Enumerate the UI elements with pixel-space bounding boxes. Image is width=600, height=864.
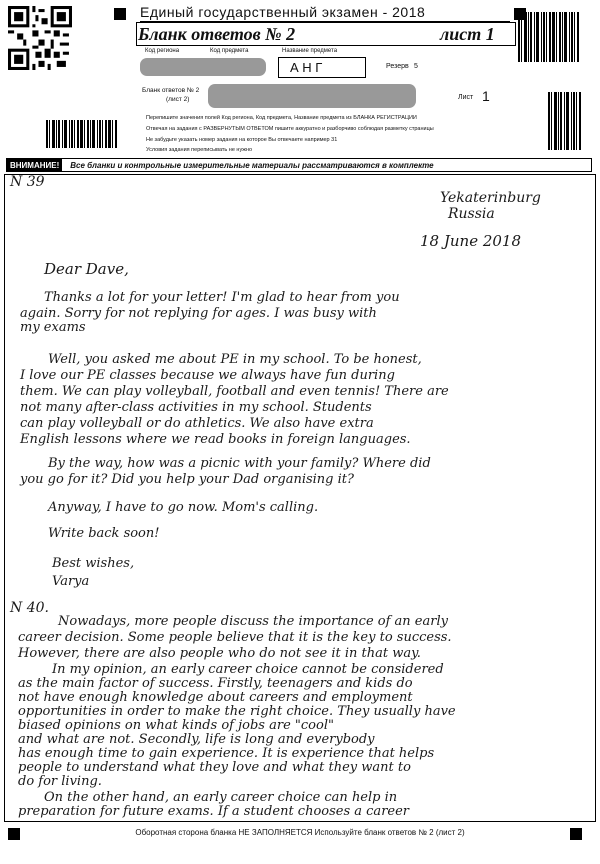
sheet-label: лист 1 bbox=[440, 24, 495, 44]
reserve-value: 5 bbox=[414, 63, 418, 70]
essay-line: preparation for future exams. If a student chooses a career bbox=[18, 804, 410, 819]
answer-form-label: Бланк ответов № 2 bbox=[142, 87, 200, 94]
qr-code-icon bbox=[8, 6, 72, 70]
registration-mark bbox=[114, 8, 126, 20]
subject-code-label: Код предмета bbox=[210, 48, 249, 54]
warning-text: Все бланки и контрольные измерительные материалы рассматриваются в комплекте bbox=[70, 160, 434, 170]
warning-bar bbox=[6, 158, 592, 172]
letter-line: you go for it? Did you help your Dad organising it? bbox=[20, 472, 354, 487]
letter-city: Yekaterinburg bbox=[440, 190, 541, 206]
redacted-region-code bbox=[140, 58, 266, 76]
letter-country: Russia bbox=[448, 206, 495, 222]
letter-line: Thanks a lot for your letter! I'm glad to hear from you bbox=[44, 290, 400, 305]
essay-line: opportunities in order to make the right choice. They usually have bbox=[18, 704, 456, 719]
letter-line: By the way, how was a picnic with your family? Where did bbox=[48, 456, 431, 471]
letter-greeting: Dear Dave, bbox=[44, 260, 129, 278]
registration-mark bbox=[570, 828, 582, 840]
footer-note: Оборотная сторона бланка НЕ ЗАПОЛНЯЕТСЯ Используйте бланк ответов № 2 (лист 2) bbox=[135, 828, 465, 837]
task-number: N 39 bbox=[10, 174, 45, 190]
letter-line: my exams bbox=[20, 320, 86, 335]
letter-date: 18 June 2018 bbox=[420, 232, 522, 250]
essay-line: has enough time to gain experience. It is experience that helps bbox=[18, 746, 435, 761]
subject-name-value: А Н Г bbox=[290, 60, 323, 75]
header-box bbox=[136, 22, 516, 46]
sheet-field-label: Лист bbox=[458, 94, 474, 101]
exam-title: Единый государственный экзамен - 2018 bbox=[140, 4, 510, 22]
subject-name-label: Название предмета bbox=[282, 48, 338, 54]
letter-line: can play volleyball or do athletics. We also have extra bbox=[20, 416, 374, 431]
essay-line: However, there are also people who do not see it in that way. bbox=[18, 646, 421, 661]
region-code-label: Код региона bbox=[145, 48, 180, 54]
instruction-line: Не забудьте указать номер задания на которое Вы отвечаете например 31 bbox=[146, 137, 338, 143]
essay-line: as the main factor of success. Firstly, teenagers and kids do bbox=[18, 676, 413, 691]
essay-line: career decision. Some people believe that it is the key to success. bbox=[18, 630, 452, 645]
task-number: N 40. bbox=[10, 600, 49, 616]
sheet-field-value: 1 bbox=[482, 88, 490, 104]
redacted-form-number bbox=[208, 84, 416, 108]
essay-line: do for living. bbox=[18, 774, 102, 789]
letter-line: again. Sorry for not replying for ages. I was busy with bbox=[20, 306, 377, 321]
letter-line: Best wishes, bbox=[52, 556, 135, 571]
barcode-icon bbox=[518, 12, 590, 62]
essay-line: people to understand what they love and what they want to bbox=[18, 760, 411, 775]
letter-line: Varya bbox=[52, 574, 90, 589]
instruction-line: Условия задания переписывать не нужно bbox=[146, 147, 253, 153]
warning-label: ВНИМАНИЕ! bbox=[7, 159, 62, 171]
answer-form-sheet: (лист 2) bbox=[166, 96, 190, 103]
letter-line: I love our PE classes because we always have fun during bbox=[20, 368, 395, 383]
letter-line: Well, you asked me about PE in my school. To be honest, bbox=[48, 352, 422, 367]
letter-line: them. We can play volleyball, football and even tennis! There are bbox=[20, 384, 449, 399]
essay-line: and what are not. Secondly, life is long and everybody bbox=[18, 732, 375, 747]
barcode-icon bbox=[46, 120, 134, 148]
letter-line: English lessons where we read books in foreign languages. bbox=[20, 432, 411, 447]
letter-line: Write back soon! bbox=[48, 526, 160, 541]
letter-line: Anyway, I have to go now. Mom's calling. bbox=[48, 500, 319, 515]
form-name: Бланк ответов № 2 bbox=[138, 24, 296, 44]
essay-line: In my opinion, an early career choice cannot be considered bbox=[52, 662, 444, 677]
letter-line: not many after-class activities in my school. Students bbox=[20, 400, 372, 415]
instruction-line: Перепишите значения полей Код региона, Код предмета, Название предмета из БЛАНКА РЕГИСТРАЦИИ bbox=[146, 115, 417, 121]
barcode-icon bbox=[548, 92, 592, 150]
essay-line: biased opinions on what kinds of jobs are "cool" bbox=[18, 718, 334, 733]
essay-line: Nowadays, more people discuss the importance of an early bbox=[58, 614, 448, 629]
registration-mark bbox=[8, 828, 20, 840]
essay-line: On the other hand, an early career choice can help in bbox=[44, 790, 398, 805]
reserve-label: Резерв bbox=[386, 63, 409, 70]
instruction-line: Отвечая на задания с РАЗВЕРНУТЫМ ОТВЕТОМ пишите аккуратно и разборчиво соблюдая разметку страницы bbox=[146, 126, 434, 132]
essay-line: not have enough knowledge about careers and employment bbox=[18, 690, 413, 705]
